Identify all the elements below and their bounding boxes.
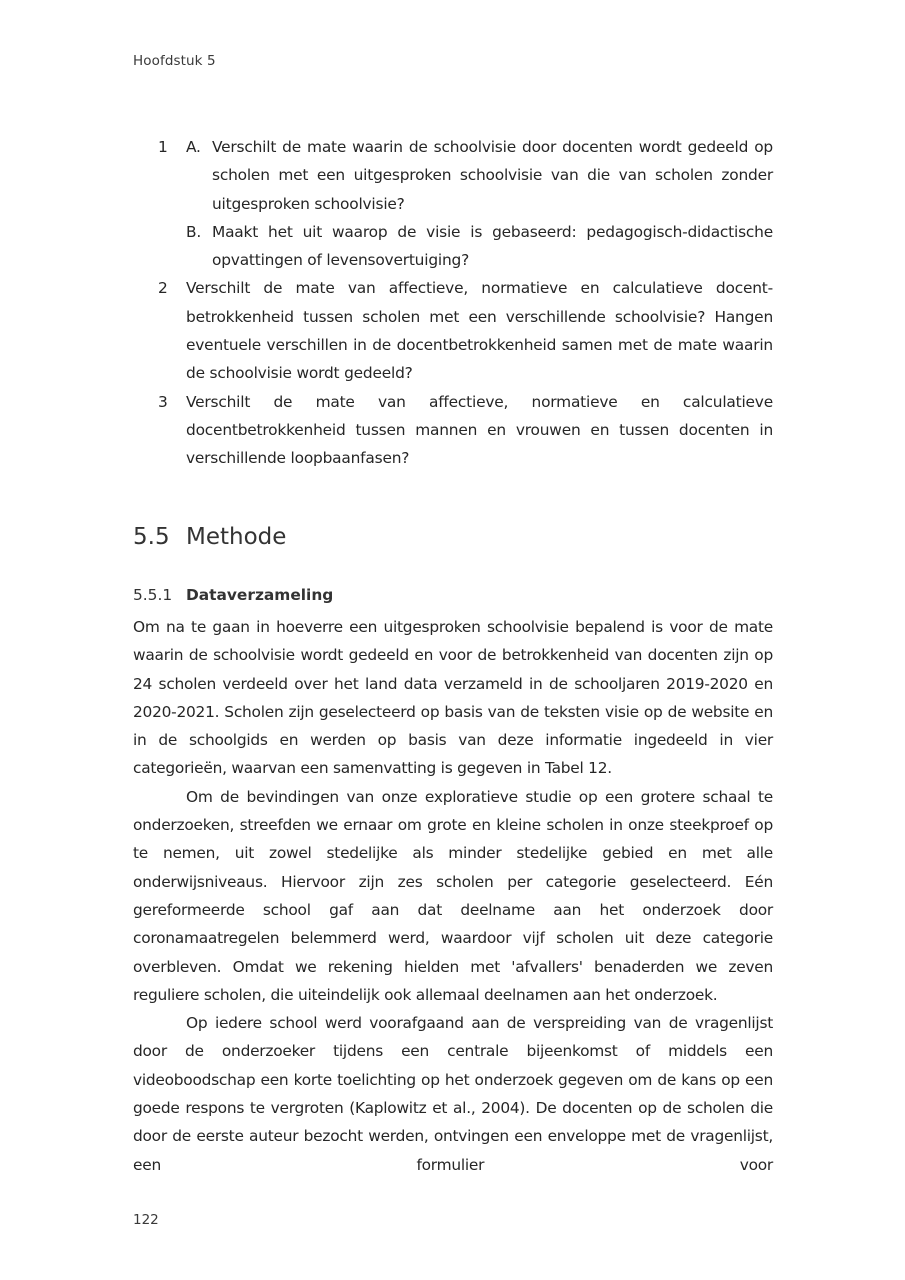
subsection-heading	[133, 586, 333, 604]
paragraph-3: Op iedere school werd voorafgaand aan de verspreiding van de vragenlijst door de onderzoeker tijdens een centrale bijeenkomst of middels een videoboodschap een korte toelichting op het onderzoek gegeven om de kans op een goede respons te vergroten (Kaplowitz et al., 2004). De docenten op de scholen die door de eerste auteur bezocht werden, ontvingen een enveloppe met de vragenlijst, een formulier voor	[133, 1014, 773, 1174]
research-question-2	[133, 274, 773, 387]
subsection-title: Dataverzameling	[186, 586, 334, 604]
question-letter: A.	[186, 138, 201, 156]
section-number: 5.5	[133, 524, 170, 550]
subsection-number: 5.5.1	[133, 586, 173, 604]
research-question-3	[133, 388, 773, 473]
paragraph-1: Om na te gaan in hoeverre een uitgesproken schoolvisie bepalend is voor de mate waarin de schoolvisie wordt gedeeld en voor de betrokkenheid van docenten zijn op 24 scholen verdeeld over het land data verzameld in de schooljaren 2019-2020 en 2020-2021. Scholen zijn geselecteerd op basis van de teksten visie op de website en in de schoolgids en werden op basis van deze informatie ingedeeld in vier categorieën, waarvan een samenvatting is gegeven in Tabel 12.	[133, 618, 773, 778]
paragraph-2: Om de bevindingen van onze exploratieve studie op een grotere schaal te onderzoeken, streefden we ernaar om grote en kleine scholen in onze steekproef op te nemen, uit zowel stedelijke als minder stedelijke gebied en met alle onderwijsniveaus. Hiervoor zijn zes scholen per categorie geselecteerd. Eén gereformeerde school gaf aan dat deelname aan het onderzoek door coronamaatregelen belemmerd werd, waardoor vijf scholen uit deze categorie overbleven. Omdat we rekening hielden met 'afvallers' benaderden we zeven reguliere scholen, die uiteindelijk ook allemaal deelnamen aan het onderzoek.	[133, 787, 773, 1004]
research-question-list	[133, 133, 773, 473]
question-letter: B.	[186, 222, 202, 241]
question-number: 1	[158, 138, 168, 156]
body-text	[133, 613, 773, 1179]
question-number: 2	[158, 279, 168, 298]
research-question-1	[133, 133, 773, 274]
question-text: Maakt het uit waarop de visie is gebaseerd: pedagogisch-didactische opvattingen of levensovertuiging?	[212, 222, 773, 270]
question-part-b	[186, 218, 773, 275]
question-part-a	[186, 133, 773, 218]
question-number: 3	[158, 392, 168, 411]
question-text: Verschilt de mate van affectieve, normatieve en calculatieve docentbetrokkenheid tussen mannen en vrouwen en tussen docenten in verschillende loopbaanfasen?	[186, 392, 773, 468]
running-head: Hoofdstuk 5	[133, 53, 216, 69]
question-text: Verschilt de mate van affectieve, normatieve en calculatieve docent-betrokkenheid tussen scholen met een verschillende schoolvisie? Hangen eventuele verschillen in de docentbetrokkenheid samen met de mate waarin de schoolvisie wordt gedeeld?	[186, 279, 773, 383]
page-number: 122	[133, 1212, 159, 1228]
section-heading	[133, 524, 286, 550]
question-text: Verschilt de mate waarin de schoolvisie door docenten wordt gedeeld op scholen met een uitgesproken schoolvisie van die van scholen zonder uitgesproken schoolvisie?	[212, 138, 773, 213]
section-title: Methode	[186, 524, 287, 550]
